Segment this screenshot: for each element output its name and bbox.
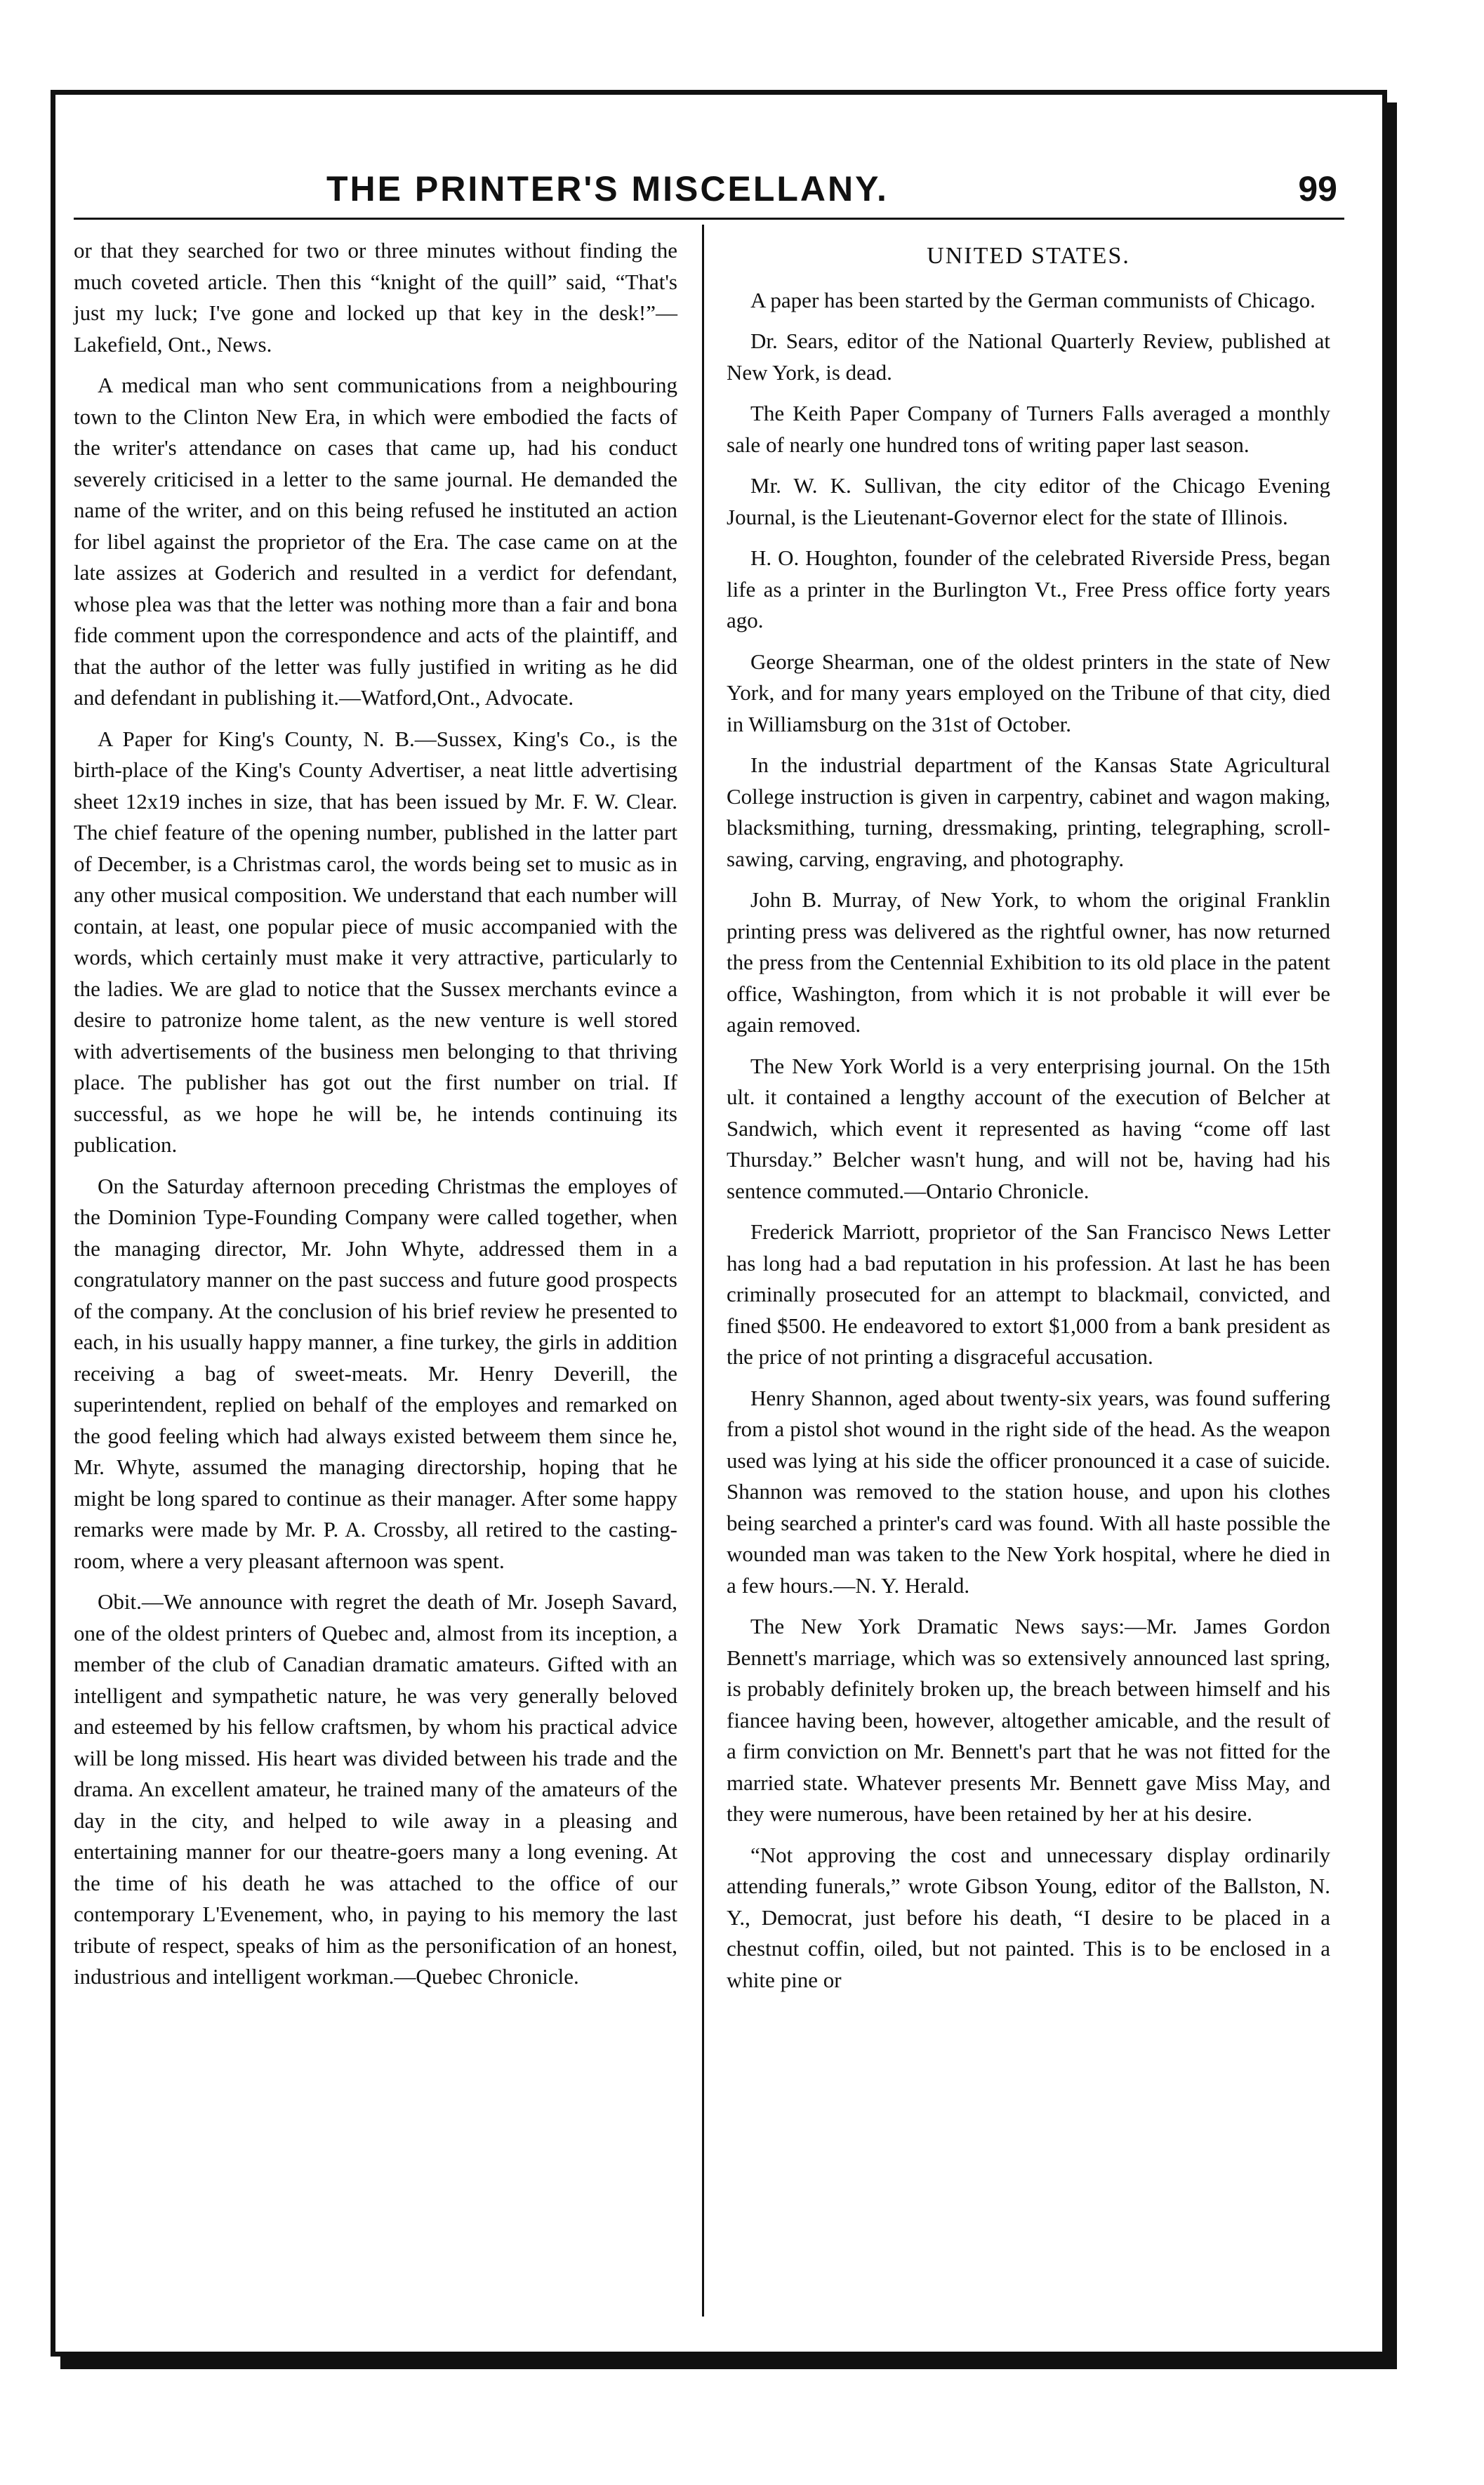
paragraph-new-york-world: The New York World is a very enterprising journal. On the 15th ult. it contained a lengthy account of the execution of Belcher at Sandwich, which event it represented as having “come off last Thursday.” Belcher wasn't hung, and will not be, having had his sentence commuted.—Ontario Chronicle. bbox=[727, 1053, 1330, 1203]
column-divider bbox=[702, 225, 704, 2317]
paragraph-dr-sears: Dr. Sears, editor of the National Quarterly Review, published at New York, is dead. bbox=[727, 329, 1330, 385]
paragraph-german-communists: A paper has been started by the German communists of Chicago. bbox=[750, 287, 1316, 312]
paragraph-christmas-employes: On the Saturday afternoon preceding Christmas the employes of the Dominion Type-Founding Company were called together, when the managing director, Mr. John Whyte, addressed them in a congratulatory manner on the past success and future good prospects of the company. At the conclusion of his brief review he presented to each, in his usually happy manner, a fine turkey, the girls in addition receiving a bag of sweet-meats. Mr. Henry Deverill, the superintendent, replied on behalf of the employes and remarked on the good feeling which had always existed betweem them since he, Mr. Whyte, assumed the managing directorship, hoping that he might be long spared to continue as their manager. After some happy remarks were made by Mr. P. A. Crossby, all retired to the casting-room, where a very pleasant afternoon was spent. bbox=[74, 1173, 677, 1573]
paragraph-gibson-young: “Not approving the cost and unnecessary display ordinarily attending funerals,” wrote Gibson Young, editor of the Ballston, N. Y., Democrat, just before his death, “I desire to be placed in a chestnut coffin, oiled, but not painted. This is to be enclosed in a white pine or bbox=[727, 1842, 1330, 1992]
running-head bbox=[74, 168, 1344, 218]
paragraph-sullivan: Mr. W. K. Sullivan, the city editor of the Chicago Evening Journal, is the Lieutenant-Governor elect for the state of Illinois. bbox=[727, 473, 1330, 529]
right-column bbox=[727, 235, 1330, 2006]
paragraph-libel-case: A medical man who sent communications from a neighbouring town to the Clinton New Era, in which were embodied the facts of the writer's attendance on cases that came up, had his conduct severely criticised in a letter to the same journal. He demanded the name of the writer, and on this being refused he instituted an action for libel against the proprietor of the Era. The case came on at the late assizes at Goderich and resulted in a verdict for defendant, whose plea was that the letter was nothing more than a fair and bona fide comment upon the correspondence and acts of the plaintiff, and that the author of the letter was fully justified in writing as he did and defendant in publishing it.—Watford,Ont., Advocate. bbox=[74, 373, 677, 710]
paragraph-houghton: H. O. Houghton, founder of the celebrated Riverside Press, began life as a printer in the Burlington Vt., Free Press office forty years ago. bbox=[727, 545, 1330, 632]
paragraph-franklin-press: John B. Murray, of New York, to whom the original Franklin printing press was delivered as the rightful owner, has now returned the press from the Centennial Exhibition to its old place in the patent office, Washington, from which it is not probable it will ever be again removed. bbox=[727, 887, 1330, 1037]
paragraph-shannon: Henry Shannon, aged about twenty-six years, was found suffering from a pistol shot wound in the right side of the head. As the weapon used was lying at his side the officer pronounced it a case of suicide. Shannon was removed to the station house, and upon his clothes being searched a printer's card was found. With all haste possible the wounded man was taken to the New York hospital, where he died in a few hours.—N. Y. Herald. bbox=[727, 1385, 1330, 1598]
paragraph-dramatic-news: The New York Dramatic News says:—Mr. James Gordon Bennett's marriage, which was so extensively announced last spring, is probably definitely broken up, the breach between himself and his fiancee having been, however, altogether amicable, and the result of a firm conviction on Mr. Bennett's part that he was not fitted for the married state. Whatever presents Mr. Bennett gave Miss May, and they were numerous, have been retained by her at his desire. bbox=[727, 1614, 1330, 1826]
paragraph-kings-county-paper: A Paper for King's County, N. B.—Sussex, King's Co., is the birth-place of the King's County Advertiser, a neat little advertising sheet 12x19 inches in size, that has been issued by Mr. F. W. Clear. The chief feature of the opening number, published in the latter part of December, is a Christmas carol, the words being set to music as in any other musical composition. We understand that each number will contain, at least, one popular piece of music accompanied with the words, which certainly must make it very attractive, particularly to the ladies. We are glad to notice that the Sussex merchants evince a desire to patronize home talent, as the new venture is well stored with advertisements of the business men belonging to that thriving place. The publisher has got out the first number on trial. If successful, as we hope he will be, he intends continuing its publication. bbox=[74, 726, 677, 1157]
left-column bbox=[74, 235, 677, 2003]
paragraph-keith-paper: The Keith Paper Company of Turners Falls averaged a monthly sale of nearly one hundred tons of writing paper last season. bbox=[727, 401, 1330, 457]
paragraph-kansas-college: In the industrial department of the Kansas State Agricultural College instruction is given in carpentry, cabinet and wagon making, blacksmithing, turning, dressmaking, printing, telegraphing, scroll-sawing, carving, engraving, and photography. bbox=[727, 753, 1330, 871]
paragraph-obituary-savard: Obit.—We announce with regret the death of Mr. Joseph Savard, one of the oldest printers of Quebec and, almost from its inception, a member of the club of Canadian dramatic amateurs. Gifted with an intelligent and sympathetic nature, he was very generally beloved and esteemed by his fellow craftsmen, by whom his practical advice will be long missed. His heart was divided between his trade and the drama. An excellent amateur, he trained many of the amateurs of the day in the city, and helped to wile away in a pleasing and entertaining manner for our theatre-goers many a long evening. At the time of his death he was attached to the office of our contemporary L'Evenement, who, in paying to his memory the last tribute of respect, speaks of him as the personification of an honest, industrious and intelligent workman.—Quebec Chronicle. bbox=[74, 1589, 677, 1989]
paragraph-marriott: Frederick Marriott, proprietor of the San Francisco News Letter has long had a bad reputation in his profession. At last he has been criminally prosecuted for an attempt to blackmail, convicted, and fined $500. He endeavored to extort $1,000 from a bank president as the price of not printing a disgraceful accusation. bbox=[727, 1219, 1330, 1369]
header-rule bbox=[74, 218, 1344, 220]
page-title: THE PRINTER'S MISCELLANY. bbox=[326, 169, 889, 208]
page-number: 99 bbox=[1298, 169, 1337, 208]
paragraph-shearman: George Shearman, one of the oldest printers in the state of New York, and for many years employed on the Tribune of that city, died in Williamsburg on the 31st of October. bbox=[727, 649, 1330, 736]
paragraph-key-anecdote: or that they searched for two or three minutes without finding the much coveted article. Then this “knight of the quill” said, “That's just my luck; I've gone and locked up that key in the desk!”—Lakefield, Ont., News. bbox=[74, 238, 677, 357]
page-content bbox=[74, 154, 1344, 2324]
section-heading-united-states: UNITED STATES. bbox=[927, 243, 1130, 269]
